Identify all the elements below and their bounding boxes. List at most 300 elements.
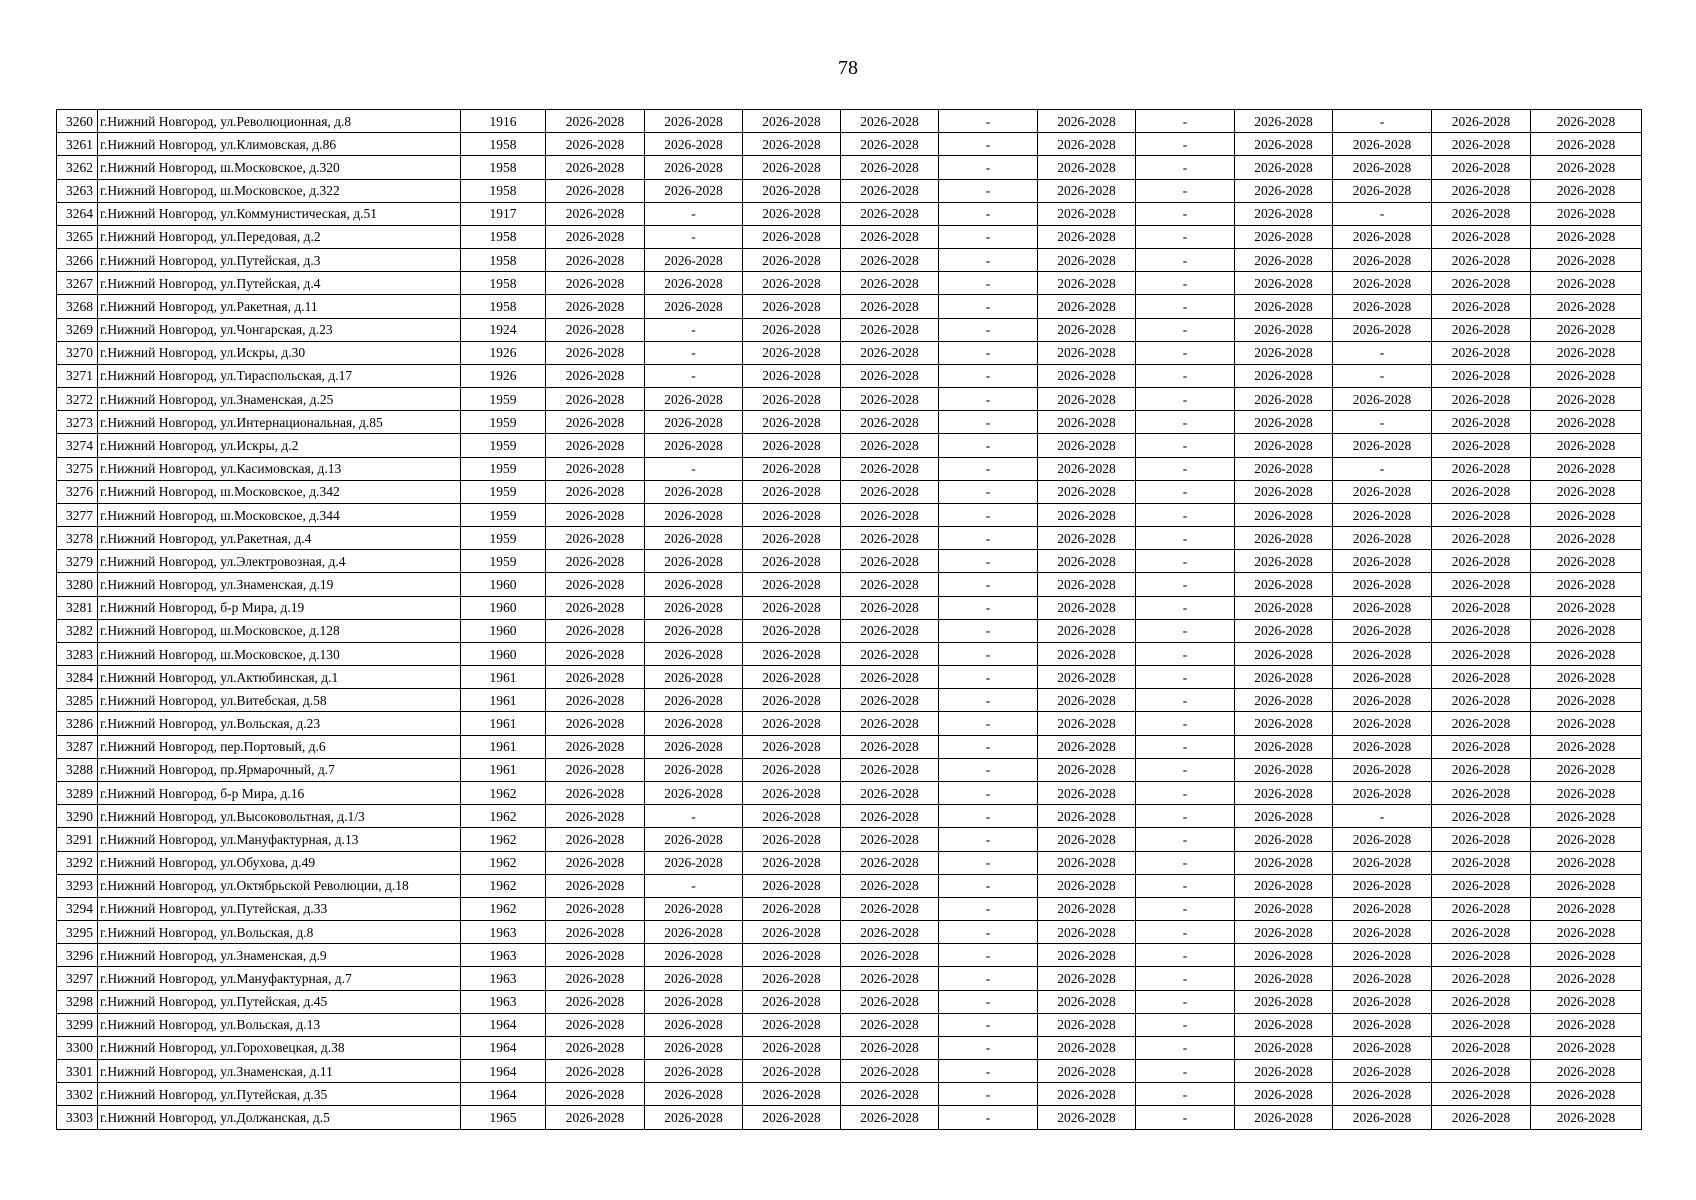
cell-row-number: 3269 [57,318,98,341]
cell-period-col-8: 2026-2028 [1235,874,1333,897]
cell-period-col-1: 2026-2028 [546,689,645,712]
cell-period-col-7: - [1136,527,1235,550]
cell-period-col-8: 2026-2028 [1235,1036,1333,1059]
cell-period-col-9: 2026-2028 [1333,1013,1432,1036]
cell-period-col-1: 2026-2028 [546,110,645,133]
cell-period-col-10: 2026-2028 [1432,503,1531,526]
cell-period-col-8: 2026-2028 [1235,1060,1333,1083]
cell-period-col-2: 2026-2028 [645,411,743,434]
cell-row-number: 3267 [57,272,98,295]
cell-period-col-10: 2026-2028 [1432,156,1531,179]
cell-period-col-8: 2026-2028 [1235,619,1333,642]
cell-period-col-8: 2026-2028 [1235,1106,1333,1130]
cell-build-year: 1961 [461,666,546,689]
cell-period-col-3: 2026-2028 [743,619,841,642]
cell-period-col-6: 2026-2028 [1038,897,1136,920]
cell-row-number: 3276 [57,480,98,503]
cell-row-number: 3282 [57,619,98,642]
cell-period-col-11: 2026-2028 [1531,712,1642,735]
cell-period-col-4: 2026-2028 [841,202,939,225]
cell-period-col-6: 2026-2028 [1038,967,1136,990]
cell-period-col-7: - [1136,457,1235,480]
table-row [57,967,1642,990]
cell-row-number: 3268 [57,295,98,318]
cell-period-col-2: 2026-2028 [645,990,743,1013]
cell-period-col-3: 2026-2028 [743,156,841,179]
cell-period-col-5: - [939,967,1038,990]
cell-period-col-6: 2026-2028 [1038,758,1136,781]
cell-period-col-2: 2026-2028 [645,1083,743,1106]
cell-row-number: 3287 [57,735,98,758]
cell-period-col-5: - [939,642,1038,665]
cell-period-col-2: 2026-2028 [645,735,743,758]
cell-period-col-8: 2026-2028 [1235,573,1333,596]
cell-period-col-3: 2026-2028 [743,503,841,526]
cell-period-col-1: 2026-2028 [546,805,645,828]
cell-period-col-7: - [1136,851,1235,874]
cell-build-year: 1964 [461,1060,546,1083]
cell-period-col-10: 2026-2028 [1432,550,1531,573]
cell-build-year: 1962 [461,851,546,874]
cell-period-col-9: 2026-2028 [1333,1083,1432,1106]
cell-period-col-8: 2026-2028 [1235,828,1333,851]
cell-build-year: 1958 [461,272,546,295]
cell-period-col-10: 2026-2028 [1432,944,1531,967]
cell-period-col-2: 2026-2028 [645,897,743,920]
cell-period-col-9: 2026-2028 [1333,828,1432,851]
cell-period-col-6: 2026-2028 [1038,1083,1136,1106]
cell-build-year: 1962 [461,781,546,804]
cell-period-col-2: 2026-2028 [645,921,743,944]
cell-period-col-10: 2026-2028 [1432,828,1531,851]
cell-period-col-11: 2026-2028 [1531,550,1642,573]
cell-period-col-7: - [1136,110,1235,133]
cell-period-col-7: - [1136,897,1235,920]
cell-period-col-2: 2026-2028 [645,550,743,573]
cell-period-col-9: 2026-2028 [1333,272,1432,295]
cell-period-col-2: 2026-2028 [645,573,743,596]
cell-period-col-1: 2026-2028 [546,781,645,804]
cell-period-col-5: - [939,735,1038,758]
cell-period-col-10: 2026-2028 [1432,689,1531,712]
cell-period-col-11: 2026-2028 [1531,619,1642,642]
cell-period-col-9: 2026-2028 [1333,689,1432,712]
cell-row-number: 3283 [57,642,98,665]
cell-period-col-11: 2026-2028 [1531,758,1642,781]
cell-build-year: 1962 [461,828,546,851]
cell-period-col-3: 2026-2028 [743,642,841,665]
cell-period-col-5: - [939,573,1038,596]
cell-period-col-9: 2026-2028 [1333,781,1432,804]
cell-period-col-8: 2026-2028 [1235,272,1333,295]
cell-build-year: 1959 [461,527,546,550]
cell-period-col-3: 2026-2028 [743,1083,841,1106]
cell-period-col-7: - [1136,874,1235,897]
cell-period-col-11: 2026-2028 [1531,642,1642,665]
cell-period-col-7: - [1136,225,1235,248]
cell-period-col-6: 2026-2028 [1038,202,1136,225]
cell-address: г.Нижний Новгород, ул.Путейская, д.35 [98,1083,461,1106]
cell-address: г.Нижний Новгород, ул.Искры, д.2 [98,434,461,457]
cell-address: г.Нижний Новгород, ул.Революционная, д.8 [98,110,461,133]
cell-period-col-2: - [645,805,743,828]
cell-period-col-11: 2026-2028 [1531,527,1642,550]
table-row [57,249,1642,272]
cell-period-col-7: - [1136,1060,1235,1083]
table-row [57,1060,1642,1083]
cell-build-year: 1964 [461,1083,546,1106]
cell-period-col-5: - [939,1083,1038,1106]
cell-period-col-2: 2026-2028 [645,851,743,874]
cell-period-col-5: - [939,944,1038,967]
cell-period-col-8: 2026-2028 [1235,133,1333,156]
table-row [57,364,1642,387]
cell-period-col-10: 2026-2028 [1432,1060,1531,1083]
cell-period-col-8: 2026-2028 [1235,781,1333,804]
cell-period-col-6: 2026-2028 [1038,874,1136,897]
cell-row-number: 3272 [57,388,98,411]
cell-period-col-2: 2026-2028 [645,712,743,735]
cell-row-number: 3303 [57,1106,98,1130]
cell-period-col-3: 2026-2028 [743,712,841,735]
table-row [57,642,1642,665]
cell-build-year: 1960 [461,573,546,596]
cell-period-col-2: 2026-2028 [645,133,743,156]
cell-period-col-1: 2026-2028 [546,341,645,364]
cell-period-col-4: 2026-2028 [841,156,939,179]
cell-period-col-6: 2026-2028 [1038,1060,1136,1083]
cell-period-col-11: 2026-2028 [1531,156,1642,179]
cell-period-col-8: 2026-2028 [1235,735,1333,758]
cell-period-col-7: - [1136,1013,1235,1036]
cell-build-year: 1958 [461,133,546,156]
cell-period-col-1: 2026-2028 [546,642,645,665]
table-row [57,1013,1642,1036]
cell-period-col-7: - [1136,434,1235,457]
cell-period-col-6: 2026-2028 [1038,781,1136,804]
cell-period-col-5: - [939,225,1038,248]
cell-address: г.Нижний Новгород, ул.Высоковольтная, д.1/3 [98,805,461,828]
cell-address: г.Нижний Новгород, ул.Вольская, д.8 [98,921,461,944]
cell-period-col-8: 2026-2028 [1235,596,1333,619]
table-row [57,944,1642,967]
cell-address: г.Нижний Новгород, ул.Обухова, д.49 [98,851,461,874]
cell-period-col-6: 2026-2028 [1038,828,1136,851]
cell-period-col-5: - [939,179,1038,202]
cell-period-col-10: 2026-2028 [1432,225,1531,248]
cell-address: г.Нижний Новгород, ул.Коммунистическая, д.51 [98,202,461,225]
cell-period-col-11: 2026-2028 [1531,1083,1642,1106]
cell-address: г.Нижний Новгород, ул.Октябрьской Революции, д.18 [98,874,461,897]
cell-period-col-2: 2026-2028 [645,1013,743,1036]
cell-period-col-8: 2026-2028 [1235,318,1333,341]
cell-period-col-9: 2026-2028 [1333,642,1432,665]
cell-period-col-3: 2026-2028 [743,897,841,920]
cell-period-col-9: 2026-2028 [1333,318,1432,341]
cell-row-number: 3297 [57,967,98,990]
cell-period-col-7: - [1136,388,1235,411]
cell-period-col-3: 2026-2028 [743,179,841,202]
cell-period-col-8: 2026-2028 [1235,341,1333,364]
cell-period-col-9: 2026-2028 [1333,967,1432,990]
cell-period-col-8: 2026-2028 [1235,921,1333,944]
table-row [57,527,1642,550]
cell-period-col-1: 2026-2028 [546,874,645,897]
table-row [57,179,1642,202]
cell-row-number: 3266 [57,249,98,272]
cell-period-col-3: 2026-2028 [743,1060,841,1083]
cell-period-col-3: 2026-2028 [743,990,841,1013]
cell-period-col-7: - [1136,318,1235,341]
table-row [57,225,1642,248]
cell-period-col-6: 2026-2028 [1038,480,1136,503]
cell-period-col-1: 2026-2028 [546,1106,645,1130]
cell-row-number: 3301 [57,1060,98,1083]
cell-period-col-10: 2026-2028 [1432,133,1531,156]
cell-period-col-9: 2026-2028 [1333,758,1432,781]
cell-period-col-6: 2026-2028 [1038,110,1136,133]
cell-period-col-7: - [1136,944,1235,967]
cell-period-col-7: - [1136,550,1235,573]
cell-address: г.Нижний Новгород, б-р Мира, д.19 [98,596,461,619]
cell-build-year: 1959 [461,411,546,434]
cell-period-col-6: 2026-2028 [1038,272,1136,295]
cell-period-col-9: 2026-2028 [1333,179,1432,202]
cell-period-col-5: - [939,295,1038,318]
cell-period-col-11: 2026-2028 [1531,457,1642,480]
cell-period-col-7: - [1136,967,1235,990]
table-row [57,619,1642,642]
housing-register-table [56,109,1642,1130]
cell-period-col-3: 2026-2028 [743,1036,841,1059]
cell-row-number: 3284 [57,666,98,689]
cell-period-col-6: 2026-2028 [1038,364,1136,387]
cell-period-col-4: 2026-2028 [841,480,939,503]
cell-period-col-7: - [1136,666,1235,689]
cell-build-year: 1926 [461,341,546,364]
cell-period-col-5: - [939,666,1038,689]
cell-period-col-11: 2026-2028 [1531,1036,1642,1059]
table-row [57,156,1642,179]
cell-row-number: 3292 [57,851,98,874]
cell-period-col-3: 2026-2028 [743,225,841,248]
cell-period-col-1: 2026-2028 [546,202,645,225]
cell-period-col-1: 2026-2028 [546,758,645,781]
cell-period-col-6: 2026-2028 [1038,179,1136,202]
cell-period-col-3: 2026-2028 [743,1013,841,1036]
cell-period-col-2: 2026-2028 [645,781,743,804]
cell-row-number: 3275 [57,457,98,480]
cell-period-col-8: 2026-2028 [1235,642,1333,665]
cell-period-col-9: - [1333,202,1432,225]
cell-period-col-3: 2026-2028 [743,805,841,828]
cell-period-col-6: 2026-2028 [1038,527,1136,550]
cell-row-number: 3298 [57,990,98,1013]
cell-period-col-10: 2026-2028 [1432,364,1531,387]
cell-period-col-4: 2026-2028 [841,944,939,967]
cell-period-col-6: 2026-2028 [1038,411,1136,434]
table-row [57,133,1642,156]
table-row [57,550,1642,573]
cell-period-col-6: 2026-2028 [1038,295,1136,318]
cell-period-col-4: 2026-2028 [841,897,939,920]
cell-period-col-2: - [645,874,743,897]
cell-period-col-7: - [1136,642,1235,665]
cell-period-col-10: 2026-2028 [1432,990,1531,1013]
cell-period-col-10: 2026-2028 [1432,897,1531,920]
cell-period-col-3: 2026-2028 [743,527,841,550]
table-row [57,341,1642,364]
cell-address: г.Нижний Новгород, б-р Мира, д.16 [98,781,461,804]
cell-period-col-1: 2026-2028 [546,897,645,920]
cell-period-col-2: 2026-2028 [645,503,743,526]
cell-row-number: 3294 [57,897,98,920]
cell-period-col-6: 2026-2028 [1038,573,1136,596]
cell-period-col-1: 2026-2028 [546,944,645,967]
cell-period-col-6: 2026-2028 [1038,851,1136,874]
cell-period-col-2: 2026-2028 [645,272,743,295]
cell-period-col-3: 2026-2028 [743,851,841,874]
cell-period-col-2: 2026-2028 [645,388,743,411]
cell-address: г.Нижний Новгород, ул.Ракетная, д.11 [98,295,461,318]
cell-period-col-5: - [939,851,1038,874]
cell-address: г.Нижний Новгород, ул.Витебская, д.58 [98,689,461,712]
cell-period-col-6: 2026-2028 [1038,642,1136,665]
cell-period-col-1: 2026-2028 [546,550,645,573]
cell-period-col-3: 2026-2028 [743,202,841,225]
cell-period-col-9: 2026-2028 [1333,897,1432,920]
cell-address: г.Нижний Новгород, ул.Должанская, д.5 [98,1106,461,1130]
cell-address: г.Нижний Новгород, ш.Московское, д.322 [98,179,461,202]
cell-period-col-4: 2026-2028 [841,527,939,550]
cell-period-col-9: 2026-2028 [1333,851,1432,874]
table-row [57,596,1642,619]
cell-build-year: 1962 [461,897,546,920]
table-row [57,735,1642,758]
cell-address: г.Нижний Новгород, ул.Интернациональная, д.85 [98,411,461,434]
cell-period-col-10: 2026-2028 [1432,1013,1531,1036]
cell-period-col-11: 2026-2028 [1531,990,1642,1013]
cell-period-col-11: 2026-2028 [1531,364,1642,387]
cell-period-col-1: 2026-2028 [546,1060,645,1083]
cell-period-col-9: 2026-2028 [1333,619,1432,642]
table-row [57,828,1642,851]
cell-period-col-10: 2026-2028 [1432,179,1531,202]
cell-period-col-4: 2026-2028 [841,642,939,665]
cell-period-col-8: 2026-2028 [1235,249,1333,272]
cell-build-year: 1963 [461,990,546,1013]
table-row [57,990,1642,1013]
cell-period-col-4: 2026-2028 [841,805,939,828]
cell-address: г.Нижний Новгород, ул.Путейская, д.45 [98,990,461,1013]
cell-build-year: 1960 [461,642,546,665]
cell-period-col-7: - [1136,249,1235,272]
cell-period-col-8: 2026-2028 [1235,897,1333,920]
cell-period-col-9: - [1333,364,1432,387]
cell-row-number: 3281 [57,596,98,619]
cell-period-col-6: 2026-2028 [1038,805,1136,828]
table-row [57,295,1642,318]
cell-period-col-3: 2026-2028 [743,781,841,804]
cell-address: г.Нижний Новгород, ш.Московское, д.344 [98,503,461,526]
cell-period-col-10: 2026-2028 [1432,318,1531,341]
cell-period-col-4: 2026-2028 [841,295,939,318]
cell-build-year: 1959 [461,550,546,573]
cell-period-col-10: 2026-2028 [1432,457,1531,480]
cell-period-col-2: 2026-2028 [645,619,743,642]
table-row [57,1083,1642,1106]
cell-build-year: 1961 [461,712,546,735]
table-row [57,434,1642,457]
cell-period-col-7: - [1136,619,1235,642]
cell-period-col-10: 2026-2028 [1432,874,1531,897]
cell-period-col-10: 2026-2028 [1432,434,1531,457]
cell-period-col-6: 2026-2028 [1038,388,1136,411]
cell-period-col-11: 2026-2028 [1531,272,1642,295]
cell-period-col-8: 2026-2028 [1235,758,1333,781]
cell-period-col-4: 2026-2028 [841,781,939,804]
cell-period-col-5: - [939,619,1038,642]
cell-period-col-6: 2026-2028 [1038,156,1136,179]
cell-period-col-1: 2026-2028 [546,364,645,387]
cell-period-col-3: 2026-2028 [743,573,841,596]
cell-period-col-4: 2026-2028 [841,388,939,411]
cell-row-number: 3293 [57,874,98,897]
cell-address: г.Нижний Новгород, ул.Касимовская, д.13 [98,457,461,480]
cell-period-col-2: 2026-2028 [645,1060,743,1083]
cell-period-col-10: 2026-2028 [1432,1106,1531,1130]
cell-period-col-7: - [1136,805,1235,828]
cell-period-col-8: 2026-2028 [1235,503,1333,526]
cell-address: г.Нижний Новгород, ул.Тираспольская, д.17 [98,364,461,387]
cell-period-col-1: 2026-2028 [546,990,645,1013]
cell-address: г.Нижний Новгород, ул.Мануфактурная, д.13 [98,828,461,851]
cell-period-col-9: 2026-2028 [1333,666,1432,689]
cell-build-year: 1958 [461,179,546,202]
cell-period-col-11: 2026-2028 [1531,1106,1642,1130]
cell-row-number: 3285 [57,689,98,712]
cell-period-col-3: 2026-2028 [743,434,841,457]
cell-period-col-8: 2026-2028 [1235,110,1333,133]
cell-period-col-6: 2026-2028 [1038,550,1136,573]
cell-period-col-7: - [1136,480,1235,503]
cell-period-col-3: 2026-2028 [743,758,841,781]
cell-period-col-4: 2026-2028 [841,735,939,758]
cell-period-col-8: 2026-2028 [1235,967,1333,990]
cell-period-col-10: 2026-2028 [1432,921,1531,944]
cell-period-col-5: - [939,388,1038,411]
cell-period-col-1: 2026-2028 [546,828,645,851]
cell-period-col-11: 2026-2028 [1531,503,1642,526]
page-number: 78 [838,57,858,79]
cell-period-col-1: 2026-2028 [546,272,645,295]
cell-period-col-1: 2026-2028 [546,480,645,503]
cell-build-year: 1964 [461,1013,546,1036]
cell-build-year: 1960 [461,596,546,619]
cell-period-col-2: 2026-2028 [645,828,743,851]
cell-period-col-8: 2026-2028 [1235,225,1333,248]
cell-period-col-2: 2026-2028 [645,1106,743,1130]
cell-row-number: 3300 [57,1036,98,1059]
cell-period-col-4: 2026-2028 [841,758,939,781]
cell-period-col-8: 2026-2028 [1235,202,1333,225]
cell-period-col-9: - [1333,411,1432,434]
cell-build-year: 1924 [461,318,546,341]
cell-period-col-11: 2026-2028 [1531,921,1642,944]
cell-address: г.Нижний Новгород, ул.Знаменская, д.9 [98,944,461,967]
table-row [57,851,1642,874]
cell-period-col-1: 2026-2028 [546,318,645,341]
